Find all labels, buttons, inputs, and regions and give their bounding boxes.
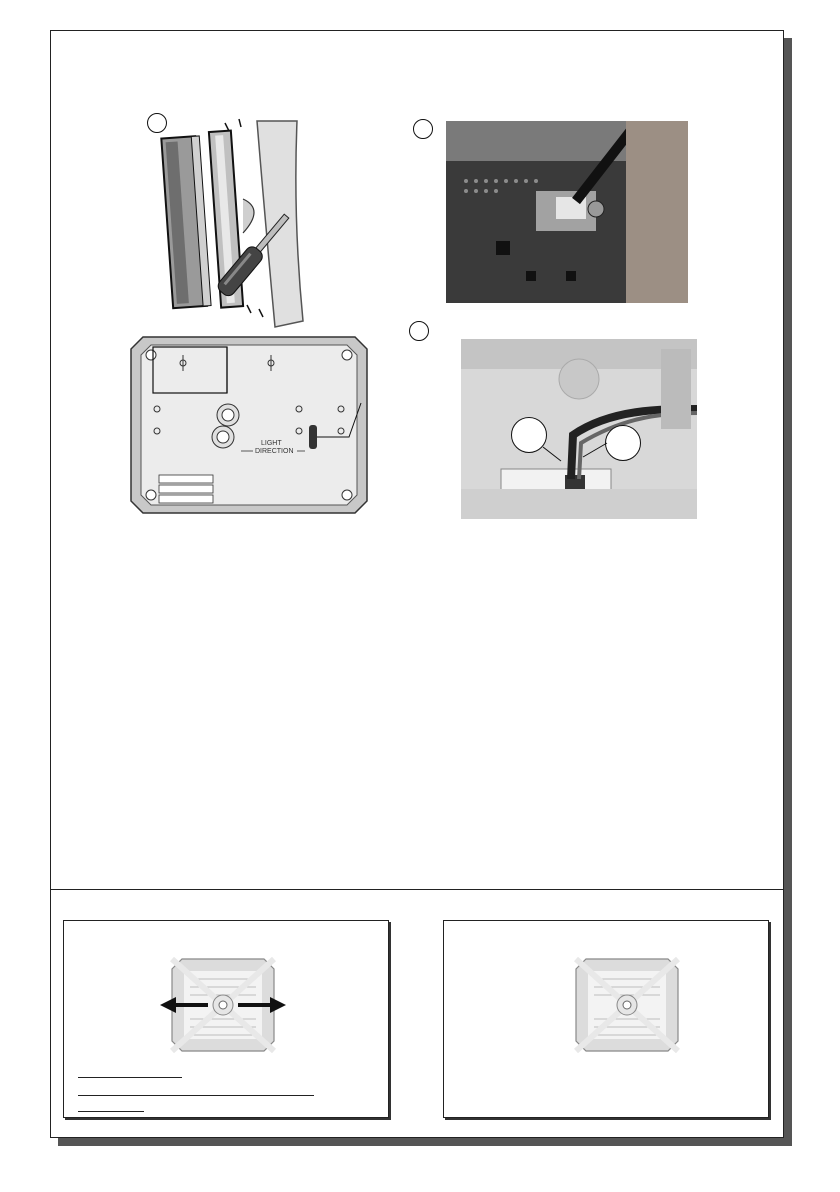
blank-line-1 [78,1077,182,1078]
wiring-photo [461,339,697,519]
terminal-block [159,475,213,503]
svg-text:LIGHT: LIGHT [261,440,282,447]
section-divider [51,889,783,890]
blank-line-3 [78,1111,144,1112]
fixed-optic-box [443,920,769,1118]
manual-page [50,30,784,1138]
fixture-top-view-fixed [574,957,680,1053]
base-plate-diagram [129,333,369,517]
svg-text:DIRECTION: DIRECTION [255,448,294,455]
blank-line-2 [78,1095,314,1096]
step-marker-3 [409,321,429,341]
adjustable-optic-box [63,920,389,1118]
exploded-housing-diagram [147,109,387,329]
rear-housing [161,136,211,308]
callout-leaders [461,339,697,519]
pcb-photo [446,121,688,303]
step-marker-2 [413,119,433,139]
double-arrow-icon [160,993,286,1017]
